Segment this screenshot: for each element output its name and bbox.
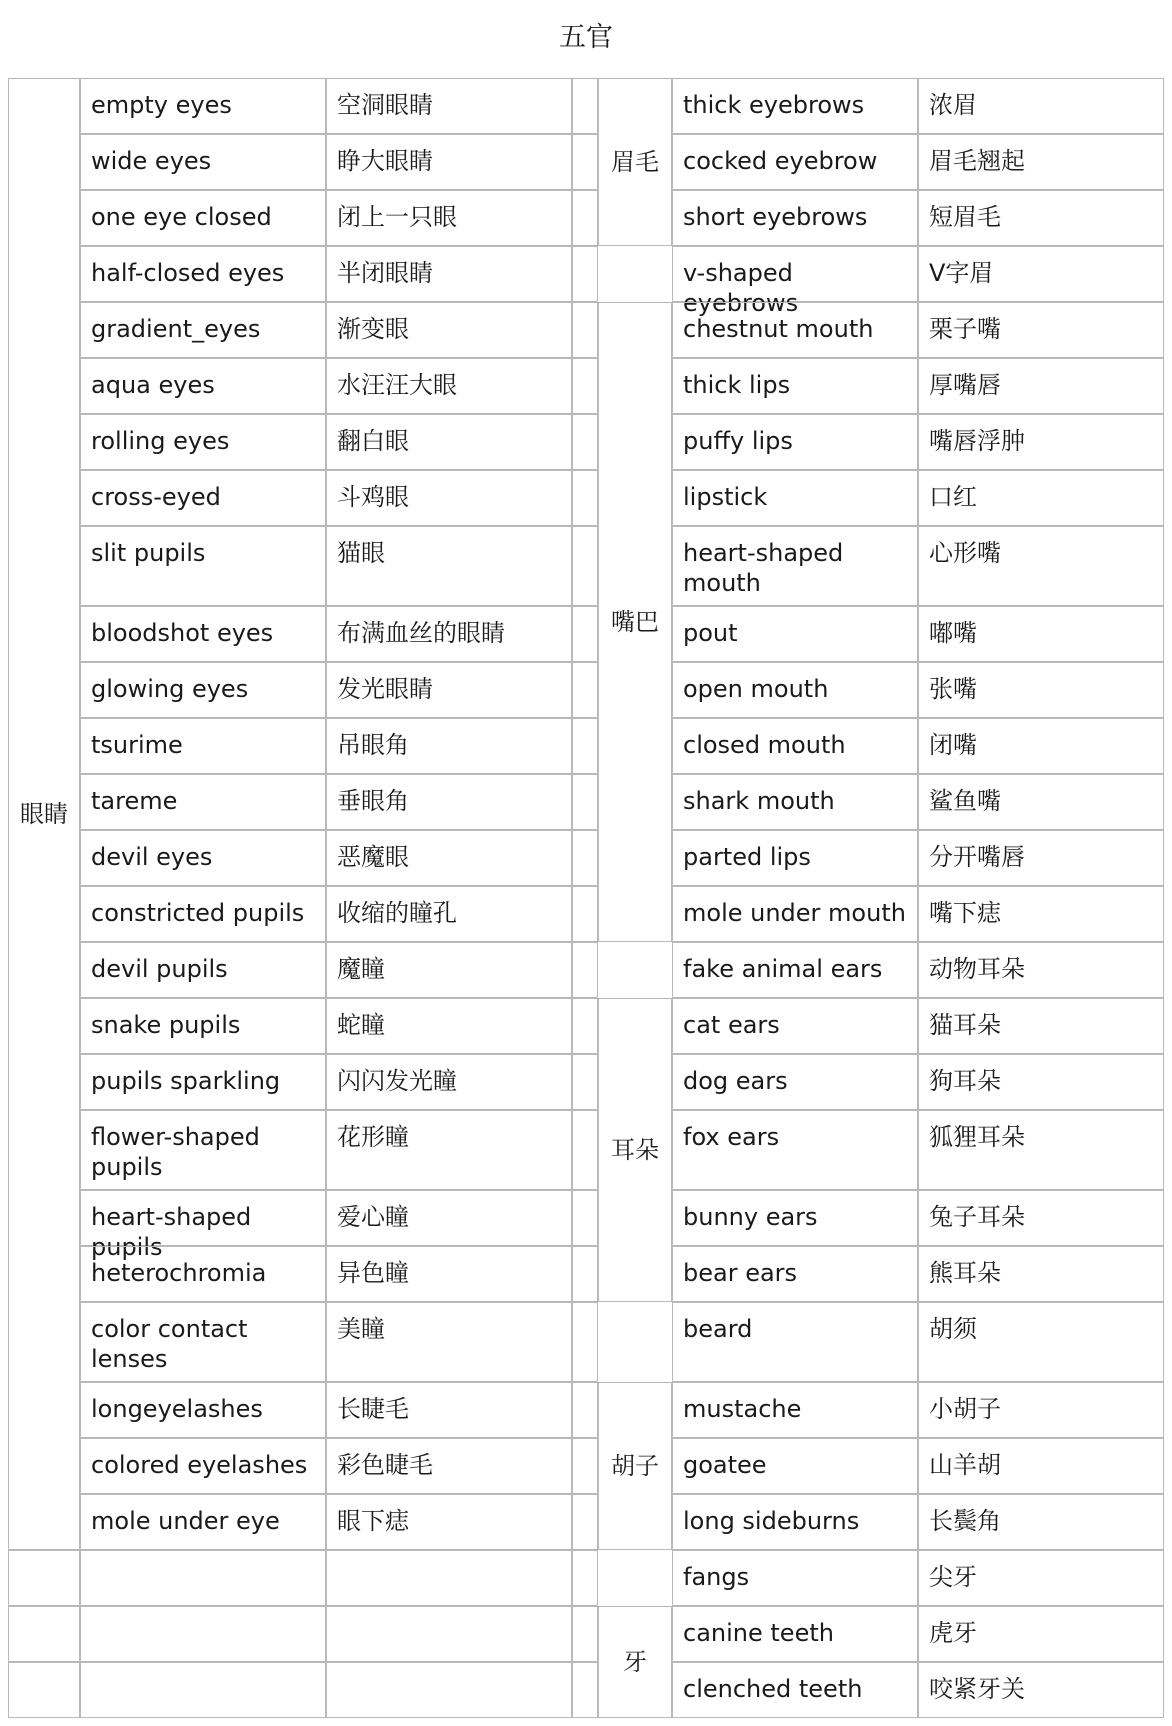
term-english: pout: [672, 606, 918, 662]
spacer-cell: [572, 1662, 598, 1718]
term-chinese: 吊眼角: [326, 718, 572, 774]
term-english: colored eyelashes: [80, 1438, 326, 1494]
term-english: clenched teeth: [672, 1662, 918, 1718]
term-chinese: 半闭眼睛: [326, 246, 572, 302]
term-chinese: 分开嘴唇: [918, 830, 1164, 886]
term-chinese: [326, 1550, 572, 1606]
term-chinese: 闭上一只眼: [326, 190, 572, 246]
spacer-cell: [572, 942, 598, 998]
spacer-cell: [572, 1606, 598, 1662]
term-english: short eyebrows: [672, 190, 918, 246]
spacer-cell: [572, 358, 598, 414]
term-chinese: 异色瞳: [326, 1246, 572, 1302]
term-chinese: 恶魔眼: [326, 830, 572, 886]
spacer-cell: [572, 78, 598, 134]
term-chinese: [326, 1606, 572, 1662]
spacer-cell: [572, 718, 598, 774]
spacer-cell: [572, 470, 598, 526]
page-title: 五官: [559, 22, 613, 53]
term-chinese: 眉毛翘起: [918, 134, 1164, 190]
term-english: heart-shaped mouth: [672, 526, 918, 606]
term-english: thick lips: [672, 358, 918, 414]
spacer-cell: [572, 1494, 598, 1550]
term-chinese: 猫眼: [326, 526, 572, 606]
group-label-mouth: 嘴巴: [598, 302, 672, 942]
spacer-cell: [572, 1190, 598, 1246]
term-english: cat ears: [672, 998, 918, 1054]
term-english: fangs: [672, 1550, 918, 1606]
term-english: closed mouth: [672, 718, 918, 774]
term-english: canine teeth: [672, 1606, 918, 1662]
term-english: open mouth: [672, 662, 918, 718]
term-english: chestnut mouth: [672, 302, 918, 358]
group-label-beard: 胡子: [598, 1382, 672, 1550]
spacer-cell: [572, 526, 598, 606]
term-chinese: 尖牙: [918, 1550, 1164, 1606]
spacer-cell: [572, 1550, 598, 1606]
term-english: cocked eyebrow: [672, 134, 918, 190]
group-label-empty: [8, 1606, 80, 1662]
term-chinese: 眼下痣: [326, 1494, 572, 1550]
term-english: fox ears: [672, 1110, 918, 1190]
group-label-eyebrows: 眉毛: [598, 78, 672, 246]
term-chinese: 栗子嘴: [918, 302, 1164, 358]
term-english: cross-eyed: [80, 470, 326, 526]
term-chinese: 猫耳朵: [918, 998, 1164, 1054]
term-english: devil pupils: [80, 942, 326, 998]
term-english: pupils sparkling: [80, 1054, 326, 1110]
group-label-empty: [8, 1662, 80, 1718]
spacer-cell: [572, 134, 598, 190]
term-english: bloodshot eyes: [80, 606, 326, 662]
term-chinese: 厚嘴唇: [918, 358, 1164, 414]
term-chinese: 狗耳朵: [918, 1054, 1164, 1110]
term-chinese: 嘴下痣: [918, 886, 1164, 942]
term-english: heart-shaped pupils: [80, 1190, 326, 1246]
term-chinese: 爱心瞳: [326, 1190, 572, 1246]
term-english: beard: [672, 1302, 918, 1382]
term-chinese: 蛇瞳: [326, 998, 572, 1054]
term-chinese: 垂眼角: [326, 774, 572, 830]
group-label-ears: 耳朵: [598, 998, 672, 1302]
term-english: [80, 1606, 326, 1662]
term-english: rolling eyes: [80, 414, 326, 470]
term-chinese: 闪闪发光瞳: [326, 1054, 572, 1110]
term-chinese: 咬紧牙关: [918, 1662, 1164, 1718]
term-english: devil eyes: [80, 830, 326, 886]
term-english: puffy lips: [672, 414, 918, 470]
term-chinese: 动物耳朵: [918, 942, 1164, 998]
spacer-cell: [572, 606, 598, 662]
term-chinese: [326, 1662, 572, 1718]
term-chinese: 闭嘴: [918, 718, 1164, 774]
spacer-cell: [572, 1382, 598, 1438]
term-chinese: 花形瞳: [326, 1110, 572, 1190]
term-english: tareme: [80, 774, 326, 830]
spacer-cell: [572, 1302, 598, 1382]
term-chinese: 短眉毛: [918, 190, 1164, 246]
term-chinese: 发光眼睛: [326, 662, 572, 718]
spacer-cell: [572, 1054, 598, 1110]
spacer-cell: [572, 830, 598, 886]
term-chinese: 翻白眼: [326, 414, 572, 470]
term-chinese: 浓眉: [918, 78, 1164, 134]
spacer-cell: [572, 1110, 598, 1190]
term-chinese: 收缩的瞳孔: [326, 886, 572, 942]
term-english: mustache: [672, 1382, 918, 1438]
spacer-cell: [572, 414, 598, 470]
term-chinese: 熊耳朵: [918, 1246, 1164, 1302]
spacer-cell: [572, 998, 598, 1054]
term-english: constricted pupils: [80, 886, 326, 942]
group-label-teeth: 牙: [598, 1606, 672, 1718]
term-english: parted lips: [672, 830, 918, 886]
spacer-cell: [572, 302, 598, 358]
term-english: wide eyes: [80, 134, 326, 190]
spacer-cell: [572, 246, 598, 302]
term-chinese: 鲨鱼嘴: [918, 774, 1164, 830]
term-chinese: 狐狸耳朵: [918, 1110, 1164, 1190]
term-chinese: 布满血丝的眼睛: [326, 606, 572, 662]
term-english: shark mouth: [672, 774, 918, 830]
spacer-cell: [572, 190, 598, 246]
term-english: thick eyebrows: [672, 78, 918, 134]
term-chinese: 美瞳: [326, 1302, 572, 1382]
term-english: dog ears: [672, 1054, 918, 1110]
term-chinese: 兔子耳朵: [918, 1190, 1164, 1246]
term-english: gradient_eyes: [80, 302, 326, 358]
group-label-eyes: 眼睛: [8, 78, 80, 1550]
term-english: heterochromia: [80, 1246, 326, 1302]
term-chinese: V字眉: [918, 246, 1164, 302]
term-english: bunny ears: [672, 1190, 918, 1246]
term-english: glowing eyes: [80, 662, 326, 718]
term-chinese: 嘴唇浮肿: [918, 414, 1164, 470]
spacer-cell: [572, 774, 598, 830]
term-chinese: 虎牙: [918, 1606, 1164, 1662]
term-english: mole under eye: [80, 1494, 326, 1550]
term-english: goatee: [672, 1438, 918, 1494]
term-chinese: 张嘴: [918, 662, 1164, 718]
term-chinese: 嘟嘴: [918, 606, 1164, 662]
term-chinese: 胡须: [918, 1302, 1164, 1382]
term-chinese: 长鬓角: [918, 1494, 1164, 1550]
term-chinese: 小胡子: [918, 1382, 1164, 1438]
term-english: snake pupils: [80, 998, 326, 1054]
group-label-empty: [8, 1550, 80, 1606]
term-chinese: 渐变眼: [326, 302, 572, 358]
term-english: fake animal ears: [672, 942, 918, 998]
term-chinese: 口红: [918, 470, 1164, 526]
term-english: flower-shaped pupils: [80, 1110, 326, 1190]
term-chinese: 水汪汪大眼: [326, 358, 572, 414]
term-english: longeyelashes: [80, 1382, 326, 1438]
spacer-cell: [572, 886, 598, 942]
term-english: mole under mouth: [672, 886, 918, 942]
term-chinese: 空洞眼睛: [326, 78, 572, 134]
spacer-cell: [572, 1246, 598, 1302]
term-chinese: 睁大眼睛: [326, 134, 572, 190]
spacer-cell: [572, 662, 598, 718]
term-english: one eye closed: [80, 190, 326, 246]
term-english: half-closed eyes: [80, 246, 326, 302]
term-chinese: 长睫毛: [326, 1382, 572, 1438]
term-english: [80, 1550, 326, 1606]
term-chinese: 魔瞳: [326, 942, 572, 998]
term-english: slit pupils: [80, 526, 326, 606]
term-english: v-shaped eyebrows: [672, 246, 918, 302]
term-english: empty eyes: [80, 78, 326, 134]
term-chinese: 心形嘴: [918, 526, 1164, 606]
term-english: long sideburns: [672, 1494, 918, 1550]
term-english: [80, 1662, 326, 1718]
term-english: tsurime: [80, 718, 326, 774]
term-english: color contact lenses: [80, 1302, 326, 1382]
term-english: bear ears: [672, 1246, 918, 1302]
term-chinese: 斗鸡眼: [326, 470, 572, 526]
term-english: aqua eyes: [80, 358, 326, 414]
term-chinese: 彩色睫毛: [326, 1438, 572, 1494]
term-english: lipstick: [672, 470, 918, 526]
spacer-cell: [572, 1438, 598, 1494]
term-chinese: 山羊胡: [918, 1438, 1164, 1494]
